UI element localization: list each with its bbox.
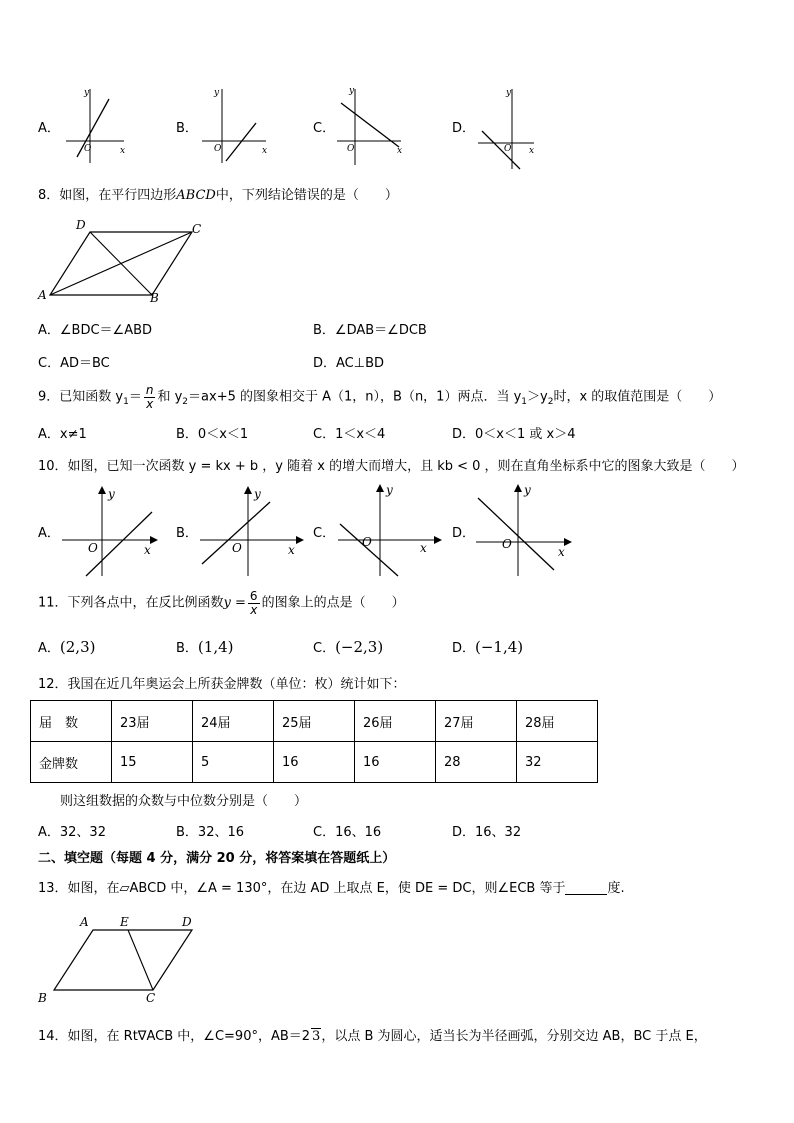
q7-option-a-label: A． xyxy=(38,121,60,136)
q11-option-c: C．(−2,3) xyxy=(313,638,384,656)
q12-option-c: C．16、16 xyxy=(313,825,382,840)
q11-stem: 11．下列各点中，在反比例函数y = $\frac{6}{x}$ 的图象上的点是（ ） xyxy=(38,589,405,617)
q7-option-c-label: C． xyxy=(313,121,336,136)
q7-graph-c xyxy=(333,85,409,165)
table-row xyxy=(31,742,598,783)
q10d-x-label: x xyxy=(558,545,565,559)
q7d-origin: O xyxy=(504,144,512,154)
q7-graph-d xyxy=(474,85,540,171)
q7a-x-label: x xyxy=(120,146,126,156)
table-cell: 25届 xyxy=(274,701,355,742)
q9-option-d: D．0＜x＜1 或 x＞4 xyxy=(452,427,576,442)
table-cell: 16 xyxy=(355,742,436,783)
table-cell: 5 xyxy=(193,742,274,783)
q10-graph-d xyxy=(474,480,574,580)
q9-option-b: B．0＜x＜1 xyxy=(176,427,249,442)
q10b-origin: O xyxy=(232,541,242,555)
q10c-x-label: x xyxy=(420,541,427,555)
q13-label-e: E xyxy=(120,915,129,929)
q13-parallelogram-figure xyxy=(34,910,204,1008)
q10-stem: 10．如图，已知一次函数 y = kx + b ，y 随着 x 的增大而增大，且 kb < 0 ，则在直角坐标系中它的图象大致是（ ） xyxy=(38,459,745,474)
table-cell: 26届 xyxy=(355,701,436,742)
q7a-y-label: y xyxy=(84,88,90,98)
q10a-y-label: y xyxy=(108,487,115,501)
q13-label-d: D xyxy=(182,915,192,929)
table-cell: 15 xyxy=(112,742,193,783)
q10-option-c-label: C． xyxy=(313,526,336,541)
q13-answer-blank xyxy=(565,882,607,895)
q14-sqrt: 3 xyxy=(312,1029,321,1044)
q7-option-d-label: D． xyxy=(452,121,476,136)
q8-label-b: B xyxy=(150,291,159,305)
table-cell: 27届 xyxy=(436,701,517,742)
q12-option-b: B．32、16 xyxy=(176,825,245,840)
q7-graph-a xyxy=(60,85,130,165)
q8-label-a: A xyxy=(38,288,47,302)
q11-fraction: $\frac{6}{x}$ xyxy=(249,589,258,617)
q8-label-c: C xyxy=(192,222,202,236)
q10-option-a-label: A． xyxy=(38,526,60,541)
q9-option-c: C．1＜x＜4 xyxy=(313,427,386,442)
table-cell: 23届 xyxy=(112,701,193,742)
q10d-y-label: y xyxy=(524,483,531,497)
q10d-origin: O xyxy=(502,537,512,551)
q10-graph-a xyxy=(60,484,160,580)
q8-stem: 8．如图，在平行四边形ABCD中，下列结论错误的是（ ） xyxy=(38,188,398,203)
q12-option-d: D．16、32 xyxy=(452,825,522,840)
table-header-cell: 届 数 xyxy=(31,701,112,742)
q9-option-a: A．x≠1 xyxy=(38,427,87,442)
q10-option-b-label: B． xyxy=(176,526,198,541)
q10-graph-b xyxy=(198,484,308,580)
q8-label-d: D xyxy=(76,218,86,232)
table-row xyxy=(31,701,598,742)
q7c-origin: O xyxy=(347,144,355,154)
q11-option-b: B．(1,4) xyxy=(176,638,234,656)
q13-label-a: A xyxy=(80,915,89,929)
q10c-y-label: y xyxy=(386,483,393,497)
q7b-y-label: y xyxy=(214,88,220,98)
q7b-origin: O xyxy=(214,144,222,154)
q7c-x-label: x xyxy=(397,146,403,156)
table-cell: 32 xyxy=(517,742,598,783)
table-cell: 24届 xyxy=(193,701,274,742)
q12-question: 则这组数据的众数与中位数分别是（ ） xyxy=(60,794,308,809)
q8-option-a: A．∠BDC＝∠ABD xyxy=(38,323,153,338)
q10a-x-label: x xyxy=(144,543,151,557)
q7-graph-b xyxy=(198,85,274,165)
q13-label-c: C xyxy=(146,991,156,1005)
q10-option-d-label: D． xyxy=(452,526,476,541)
table-cell: 28 xyxy=(436,742,517,783)
q12-option-a: A．32、32 xyxy=(38,825,106,840)
q10a-origin: O xyxy=(88,541,98,555)
q12-stem: 12．我国在近几年奥运会上所获金牌数（单位：枚）统计如下： xyxy=(38,677,406,692)
q12-medal-table xyxy=(30,700,598,783)
q7d-x-label: x xyxy=(529,146,535,156)
q8-parallelogram-figure xyxy=(36,218,216,308)
q10-graph-c xyxy=(336,480,446,580)
q10c-origin: O xyxy=(362,535,372,549)
q14-stem: 14．如图，在 Rt∇ACB 中，∠C=90°，AB＝2 3，以点 B 为圆心，适当长为半径画弧，分别交边 AB，BC 于点 E， xyxy=(38,1029,707,1044)
q9-stem: 9．已知函数 $y_1=$ $\frac{n}{x}$ 和 $y_2=ax+5$ 的图象相交于 A（1，n），B（n，1）两点．当 $y_1>y_2$时，x 的取值范围是（ ） xyxy=(38,383,722,411)
q8-option-b: B．∠DAB＝∠DCB xyxy=(313,323,427,338)
q7d-y-label: y xyxy=(506,88,512,98)
table-cell: 28届 xyxy=(517,701,598,742)
q13-stem: 13．如图，在▱ABCD 中，∠A = 130°，在边 AD 上取点 E，使 DE = DC，则∠ECB 等于 度. xyxy=(38,881,625,896)
q9-fraction: $\frac{n}{x}$ xyxy=(145,383,154,411)
section2-heading: 二、填空题（每题 4 分，满分 20 分，将答案填在答题纸上） xyxy=(38,851,396,866)
q11-option-d: D．(−1,4) xyxy=(452,638,524,656)
q7c-y-label: y xyxy=(349,86,355,96)
q7b-x-label: x xyxy=(262,146,268,156)
q10b-y-label: y xyxy=(254,487,261,501)
q8-option-d: D．AC⊥BD xyxy=(313,356,385,371)
q7a-origin: O xyxy=(84,144,92,154)
table-cell: 16 xyxy=(274,742,355,783)
q11-option-a: A．(2,3) xyxy=(38,638,96,656)
q7-option-b-label: B． xyxy=(176,121,198,136)
q13-label-b: B xyxy=(38,991,47,1005)
q8-option-c: C．AD＝BC xyxy=(38,356,110,371)
q10b-x-label: x xyxy=(288,543,295,557)
table-header-cell: 金牌数 xyxy=(31,742,112,783)
